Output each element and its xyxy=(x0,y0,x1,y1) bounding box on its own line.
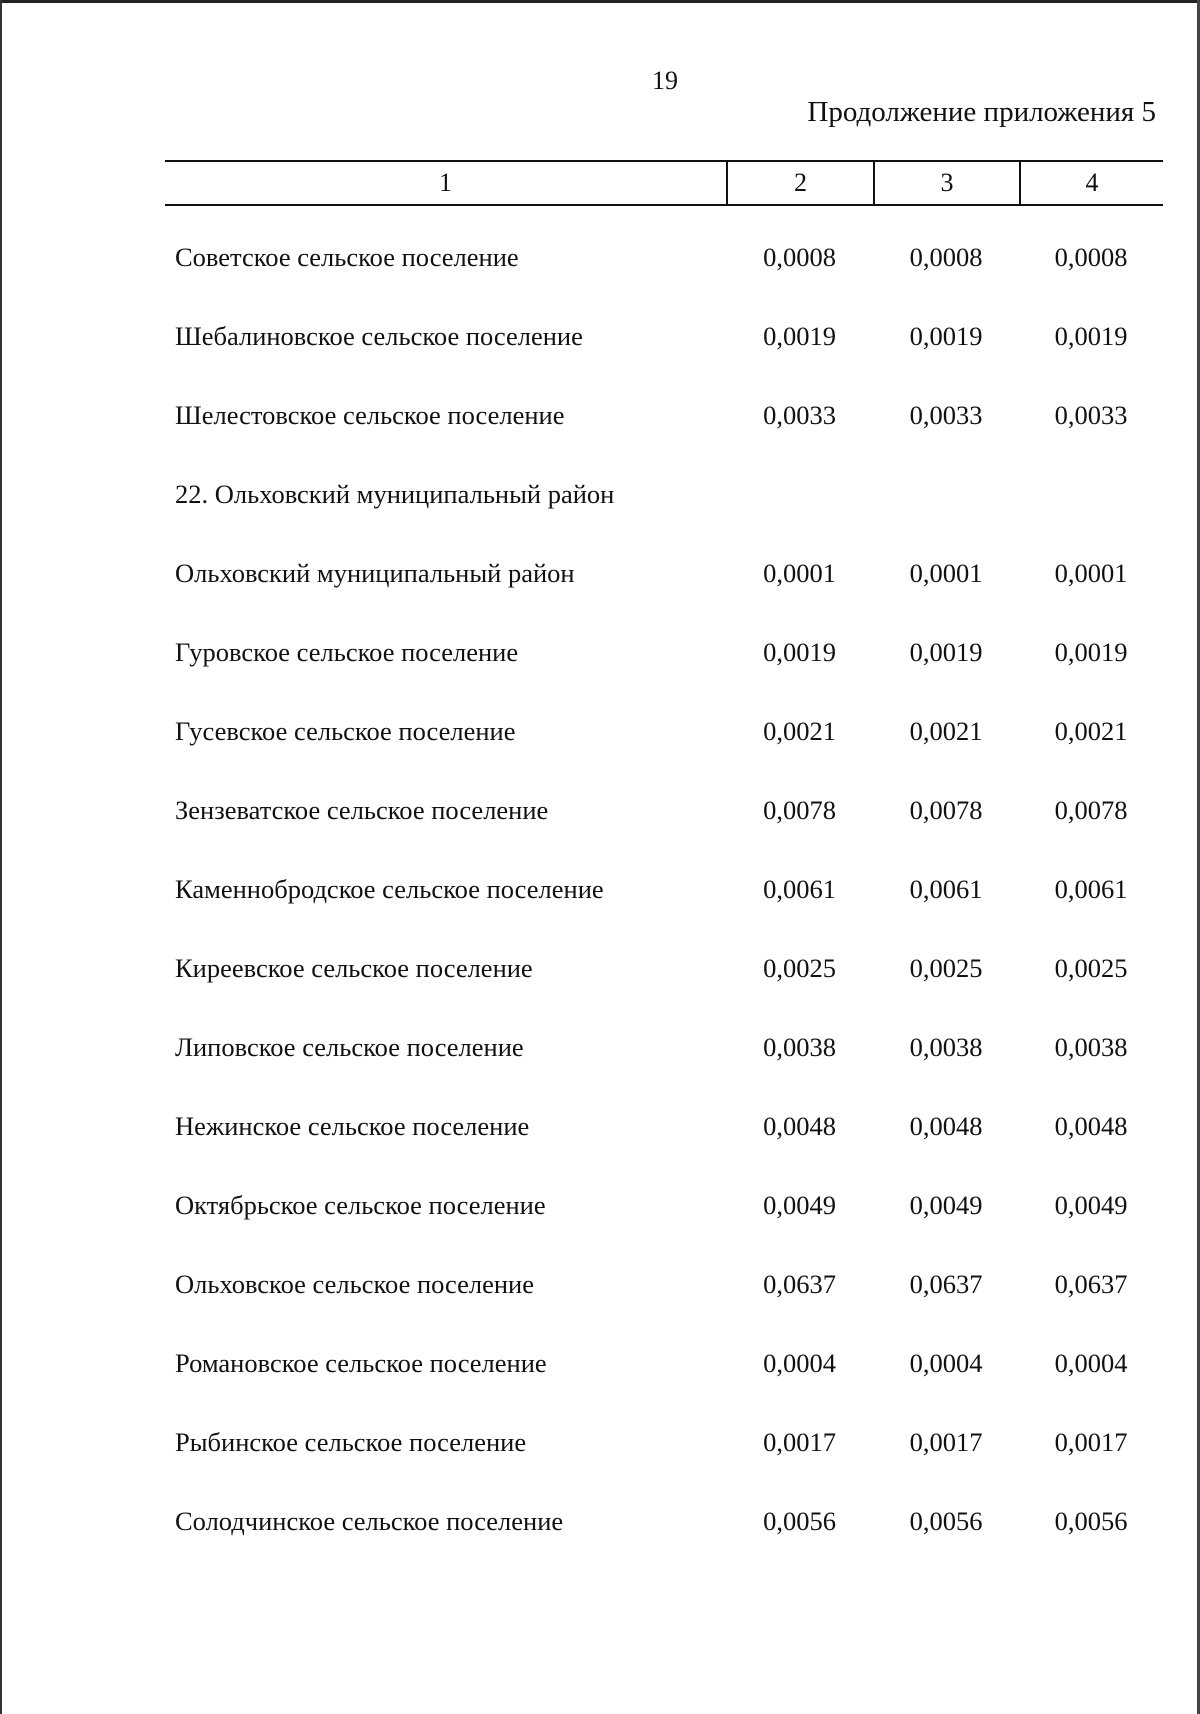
row-name: Зензеватское сельское поселение xyxy=(175,795,549,825)
row-value-col-2: 0,0637 xyxy=(763,1269,836,1299)
row-name: 22. Ольховский муниципальный район xyxy=(175,479,615,509)
row-value-col-4: 0,0017 xyxy=(1054,1427,1128,1457)
row-value-col-2: 0,0004 xyxy=(763,1348,836,1378)
row-value-col-2: 0,0008 xyxy=(763,242,836,272)
row-value-col-2: 0,0025 xyxy=(763,953,836,983)
row-value-col-3: 0,0021 xyxy=(909,716,983,746)
row-value-col-4: 0,0049 xyxy=(1054,1190,1128,1220)
table-header-row xyxy=(165,160,1163,206)
row-name: Нежинское сельское поселение xyxy=(175,1111,530,1141)
row-value-col-4: 0,0056 xyxy=(1054,1506,1128,1536)
table-row xyxy=(165,234,1163,313)
row-value-col-2: 0,0061 xyxy=(763,874,836,904)
table-row xyxy=(165,550,1163,629)
table-row xyxy=(165,629,1163,708)
row-name: Советское сельское поселение xyxy=(175,242,519,272)
row-value-col-4: 0,0033 xyxy=(1054,400,1128,430)
table-row xyxy=(165,1261,1163,1340)
table-row xyxy=(165,392,1163,471)
column-header-2: 2 xyxy=(726,162,873,204)
table-row xyxy=(165,313,1163,392)
row-value-col-4: 0,0004 xyxy=(1054,1348,1128,1378)
row-value-col-4 xyxy=(1019,471,1163,479)
row-value-col-3: 0,0061 xyxy=(909,874,983,904)
row-value-col-2: 0,0017 xyxy=(763,1427,836,1457)
row-name: Липовское сельское поселение xyxy=(175,1032,524,1062)
table-body xyxy=(165,234,1163,1577)
table-row xyxy=(165,471,1163,550)
row-value-col-3: 0,0017 xyxy=(909,1427,983,1457)
row-value-col-4: 0,0025 xyxy=(1054,953,1128,983)
row-value-col-4: 0,0008 xyxy=(1054,242,1128,272)
row-value-col-3: 0,0033 xyxy=(909,400,983,430)
row-value-col-4: 0,0637 xyxy=(1054,1269,1128,1299)
row-value-col-2: 0,0019 xyxy=(763,321,836,351)
row-name: Гусевское сельское поселение xyxy=(175,716,516,746)
row-value-col-2: 0,0049 xyxy=(763,1190,836,1220)
row-value-col-4: 0,0048 xyxy=(1054,1111,1128,1141)
row-value-col-2: 0,0033 xyxy=(763,400,836,430)
allocation-table xyxy=(165,160,1163,1577)
table-row xyxy=(165,1419,1163,1498)
row-value-col-3: 0,0001 xyxy=(909,558,983,588)
row-value-col-2: 0,0021 xyxy=(763,716,836,746)
row-name: Рыбинское сельское поселение xyxy=(175,1427,527,1457)
column-header-4: 4 xyxy=(1019,162,1163,204)
page-number: 19 xyxy=(652,66,678,95)
row-value-col-2 xyxy=(726,471,873,479)
table-row xyxy=(165,866,1163,945)
row-name: Ольховское сельское поселение xyxy=(175,1269,535,1299)
row-name: Шелестовское сельское поселение xyxy=(175,400,565,430)
row-value-col-3: 0,0048 xyxy=(909,1111,983,1141)
row-name: Ольховский муниципальный район xyxy=(175,558,575,588)
row-value-col-3: 0,0019 xyxy=(909,321,983,351)
row-name: Романовское сельское поселение xyxy=(175,1348,547,1378)
row-value-col-2: 0,0001 xyxy=(763,558,836,588)
table-row xyxy=(165,1182,1163,1261)
appendix-caption: Продолжение приложения 5 xyxy=(807,96,1156,128)
row-value-col-2: 0,0038 xyxy=(763,1032,836,1062)
table-row xyxy=(165,1103,1163,1182)
row-value-col-4: 0,0019 xyxy=(1054,321,1128,351)
row-value-col-4: 0,0021 xyxy=(1054,716,1128,746)
row-value-col-3: 0,0078 xyxy=(909,795,983,825)
row-value-col-4: 0,0061 xyxy=(1054,874,1128,904)
column-header-3: 3 xyxy=(873,162,1019,204)
row-name: Гуровское сельское поселение xyxy=(175,637,519,667)
table-row xyxy=(165,1024,1163,1103)
table-row xyxy=(165,708,1163,787)
row-value-col-3: 0,0004 xyxy=(909,1348,983,1378)
table-row xyxy=(165,1498,1163,1577)
row-name: Шебалиновское сельское поселение xyxy=(175,321,583,351)
table-row xyxy=(165,787,1163,866)
table-row xyxy=(165,1340,1163,1419)
row-value-col-2: 0,0048 xyxy=(763,1111,836,1141)
row-value-col-3: 0,0049 xyxy=(909,1190,983,1220)
row-value-col-3: 0,0038 xyxy=(909,1032,983,1062)
row-value-col-3: 0,0025 xyxy=(909,953,983,983)
column-header-1: 1 xyxy=(439,168,452,197)
scan-edge-left xyxy=(0,0,2,1714)
row-value-col-2: 0,0056 xyxy=(763,1506,836,1536)
row-value-col-2: 0,0019 xyxy=(763,637,836,667)
row-value-col-4: 0,0078 xyxy=(1054,795,1128,825)
row-value-col-3: 0,0019 xyxy=(909,637,983,667)
scan-edge-top xyxy=(0,0,1200,3)
row-value-col-3: 0,0637 xyxy=(909,1269,983,1299)
row-name: Солодчинское сельское поселение xyxy=(175,1506,564,1536)
table-row xyxy=(165,945,1163,1024)
row-value-col-3: 0,0056 xyxy=(909,1506,983,1536)
row-value-col-2: 0,0078 xyxy=(763,795,836,825)
row-value-col-4: 0,0001 xyxy=(1054,558,1128,588)
row-name: Каменнобродское сельское поселение xyxy=(175,874,604,904)
row-value-col-4: 0,0019 xyxy=(1054,637,1128,667)
row-name: Октябрьское сельское поселение xyxy=(175,1190,546,1220)
row-value-col-4: 0,0038 xyxy=(1054,1032,1128,1062)
row-value-col-3 xyxy=(873,471,1019,479)
row-name: Киреевское сельское поселение xyxy=(175,953,533,983)
row-value-col-3: 0,0008 xyxy=(909,242,983,272)
